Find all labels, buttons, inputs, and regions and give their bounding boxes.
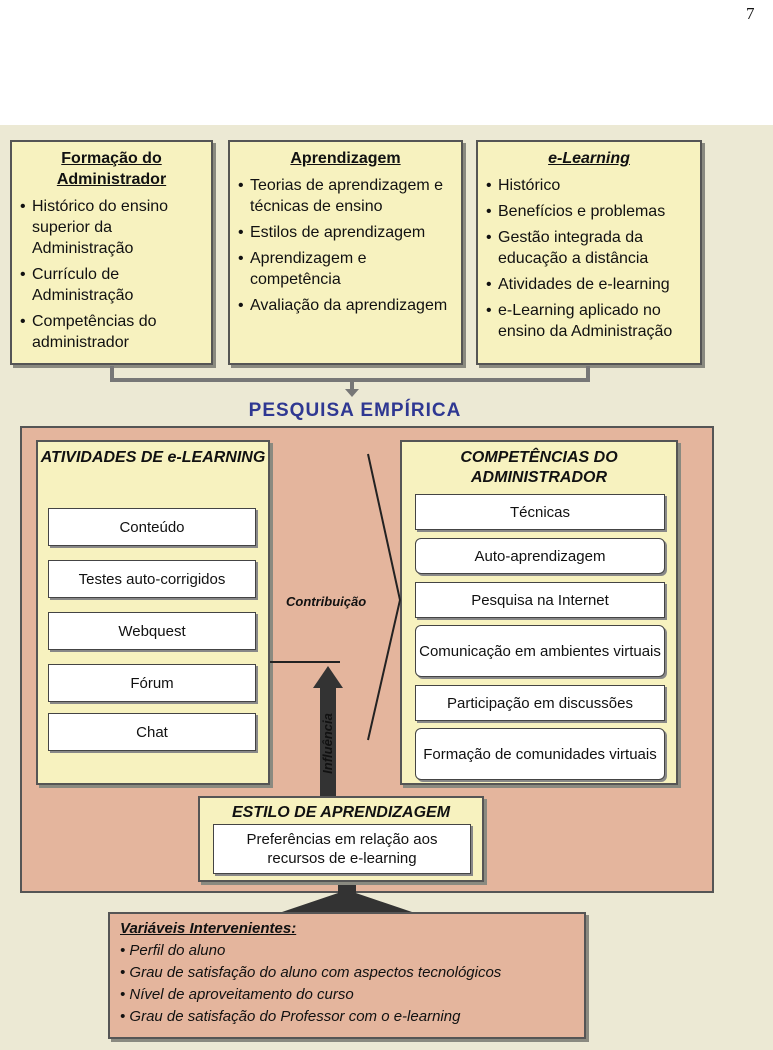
learning-style-item (213, 824, 471, 874)
intervening-item: • Perfil do aluno (120, 942, 226, 959)
list-item: • Gestão integrada da educação a distância (486, 227, 692, 269)
list-item: • e-Learning aplicado no ensino da Administração (486, 300, 692, 342)
learning-style-title: ESTILO DE APRENDIZAGEM (231, 804, 451, 821)
box-elearning-title: e-Learning (548, 150, 630, 167)
box-formacao-title: Formação do Administrador (56, 150, 167, 188)
list-item: • Histórico (486, 175, 692, 196)
list-item: • Estilos de aprendizagem (238, 222, 453, 243)
list-item: • Avaliação da aprendizagem (238, 295, 453, 316)
page-number: 7 (746, 4, 755, 23)
competency-item: Pesquisa na Internet (415, 582, 665, 618)
activities-title: ATIVIDADES DE e-LEARNING (40, 449, 266, 466)
intervening-title: Variáveis Intervenientes: (120, 920, 297, 937)
list-item: • Teorias de aprendizagem e técnicas de ensino (238, 175, 453, 217)
list-item: • Currículo de Administração (20, 264, 203, 306)
learning-style-text: Preferências em relação aos recursos de e-learning (246, 831, 438, 867)
competency-item: Participação em discussões (415, 685, 665, 721)
box-aprendizagem-title: Aprendizagem (290, 150, 401, 167)
competency-item: Auto-aprendizagem (415, 538, 665, 574)
competency-item: Técnicas (415, 494, 665, 530)
research-title: PESQUISA EMPÍRICA (248, 400, 462, 421)
influence-label: Influência (319, 713, 335, 774)
activity-item: Fórum (48, 664, 256, 702)
list-item: • Aprendizagem e competência (238, 248, 453, 290)
contribution-label: Contribuição (286, 594, 367, 609)
competency-item: Comunicação em ambientes virtuais (415, 625, 665, 677)
activity-item: Testes auto-corrigidos (48, 560, 256, 598)
intervening-item: • Nível de aproveitamento do curso (120, 986, 354, 1003)
intervening-item: • Grau de satisfação do Professor com o e-learning (120, 1008, 461, 1025)
list-item: • Competências do administrador (20, 311, 203, 353)
list-item: • Benefícios e problemas (486, 201, 692, 222)
activity-item: Webquest (48, 612, 256, 650)
competency-item: Formação de comunidades virtuais (415, 728, 665, 780)
competencies-title: COMPETÊNCIAS DO ADMINISTRADOR (460, 449, 618, 486)
activity-item: Chat (48, 713, 256, 751)
list-item: • Atividades de e-learning (486, 274, 692, 295)
activity-item: Conteúdo (48, 508, 256, 546)
intervening-variables-box (108, 912, 586, 1039)
list-item: • Histórico do ensino superior da Administração (20, 196, 203, 259)
intervening-item: • Grau de satisfação do aluno com aspectos tecnológicos (120, 964, 502, 981)
